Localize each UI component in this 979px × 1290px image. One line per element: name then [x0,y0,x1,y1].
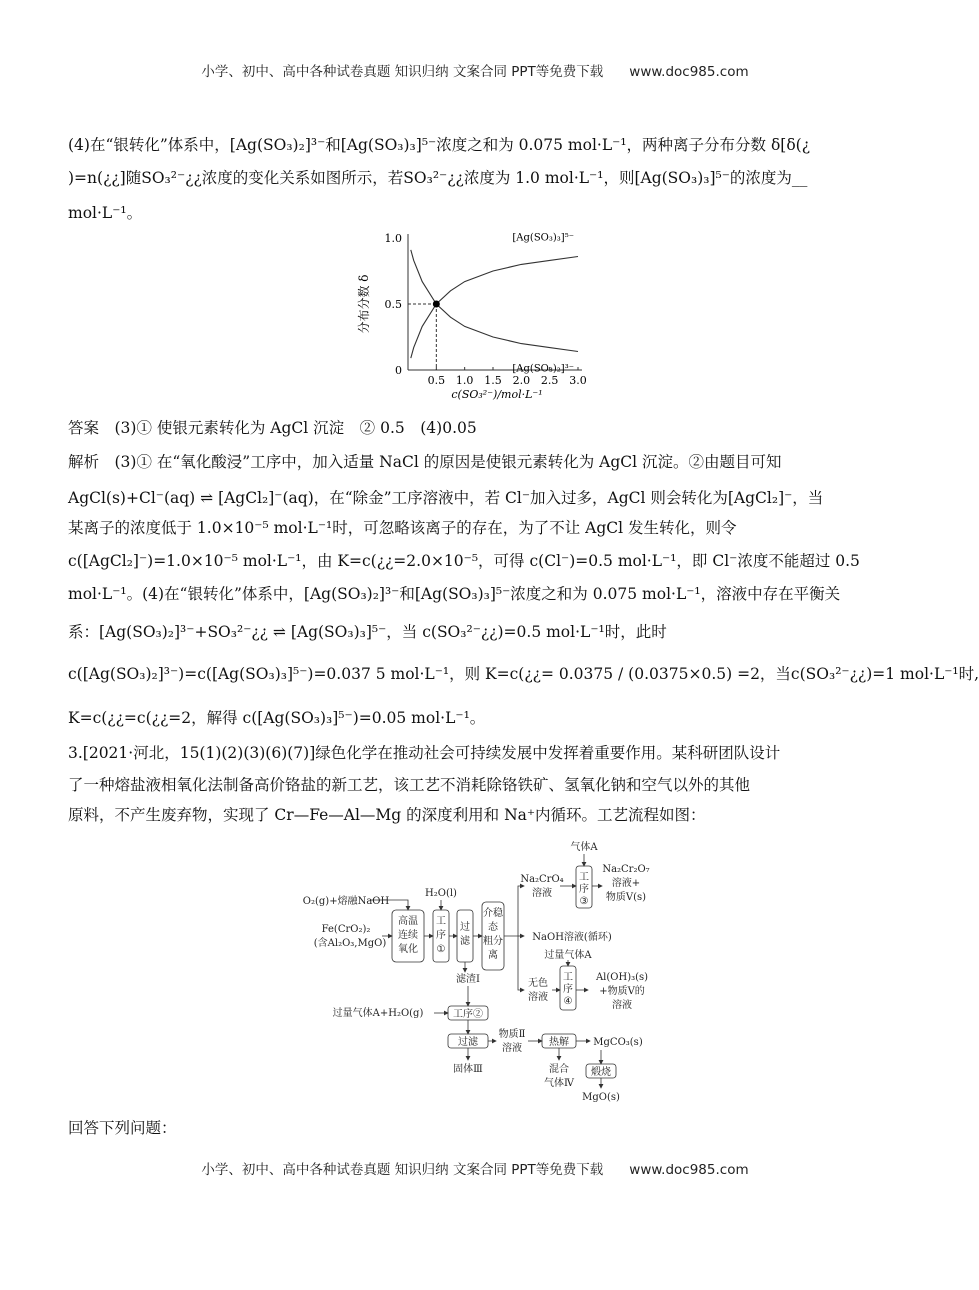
x-tick-label: 1.5 [484,374,502,387]
naoh-recycle-label: NaOH溶液(循环) [532,932,612,943]
distribution-chart [350,228,610,408]
text-line: c([Ag(SO₃)₂]³⁻)=c([Ag(SO₃)₃]⁵⁻)=0.037 5 mol·L⁻¹，则 K=c(¿¿= 0.0375 / (0.0375×0.5) =2，当c(SO₃²⁻¿¿)=1 mol·L⁻¹时, [68,665,979,683]
step4-text: ④ [563,996,573,1007]
separate-text: 介稳 [483,908,503,919]
series-label-0: [Ag(SO₃)₃]⁵⁻ [512,232,574,244]
input-fecro2: Fe(CrO₂)₂ [321,924,371,935]
product3-label: Na₂Cr₂O₇ [602,864,650,875]
step3-text: 工 [579,872,589,883]
step1-text: 序 [436,930,446,941]
mgo-label: MgO(s) [582,1092,620,1103]
separate-text: 态 [488,922,498,933]
chart-svg [350,228,610,408]
calcine-text: 煅烧 [591,1067,611,1078]
step2-text: 工序② [453,1009,483,1020]
gas4-label: 气体Ⅳ [544,1078,574,1089]
footer-site[interactable]: www.doc985.com [629,1162,749,1178]
substance2-label: 溶液 [502,1043,522,1054]
mgco3-label: MgCO₃(s) [593,1037,643,1048]
product3-label: 物质Ⅴ(s) [605,892,647,903]
input-o2-naoh: O₂(g)+熔融NaOH [302,896,390,907]
oxidation-text: 氧化 [398,944,418,955]
substance2-label: 物质Ⅱ [498,1029,526,1040]
header-text: 小学、初中、高中各种试卷真题 知识归纳 文案合同 PPT等免费下载 [201,64,604,80]
step1-text: 工 [436,916,446,927]
excess-gas-a-label: 过量气体A [544,950,592,961]
residue1-label: 滤渣Ⅰ [456,974,480,985]
y-tick-label: 0.5 [384,298,402,311]
text-line: K=c(¿¿=c(¿¿=2，解得 c([Ag(SO₃)₃]⁵⁻)=0.05 mol·L⁻¹。 [68,709,486,727]
x-tick-label: 2.0 [512,374,531,387]
x-tick-label: 1.0 [455,374,474,387]
text-line: 了一种熔盐液相氧化法制备高价铬盐的新工艺，该工艺不消耗除铬铁矿、氢氧化钠和空气以外的其他 [68,776,751,794]
x-tick-label: 3.0 [569,374,587,387]
text-line: 解析 (3)① 在“氧化酸浸”工序中，加入适量 NaCl 的原因是使银元素转化为 AgCl 沉淀。②由题目可知 [68,453,782,471]
filter2-text: 过滤 [458,1037,478,1048]
product4-label: +物质Ⅴ的 [599,986,645,997]
y-axis-label: 分布分数 δ [357,274,371,334]
flowchart-svg [302,838,690,1108]
answer-line: 答案 (3)① 使银元素转化为 AgCl 沉淀 ② 0.5 (4)0.05 [68,419,477,437]
separate-text: 粗分 [483,936,503,947]
input-al2o3-mgo: (含Al₂O₃,MgO) [313,938,387,949]
filter1-text: 滤 [460,936,470,947]
x-axis-label: c(SO₃²⁻)/mol·L⁻¹ [451,388,543,401]
product3-label: 溶液+ [611,878,641,889]
filter1-text: 过 [460,922,470,933]
na2cro4-label: 溶液 [532,888,552,899]
na2cro4-label: Na₂CrO₄ [520,874,564,885]
step4-text: 序 [563,984,573,995]
y-tick-label: 0 [395,364,402,377]
text-line: 某离子的浓度低于 1.0×10⁻⁵ mol·L⁻¹时，可忽略该离子的存在，为了不让 AgCl 发生转化，则令 [68,519,737,537]
step3-text: ③ [579,896,589,907]
text-line: (4)在“银转化”体系中，[Ag(SO₃)₂]³⁻和[Ag(SO₃)₃]⁵⁻浓度之和为 0.075 mol·L⁻¹，两种离子分布分数 δ[δ(¿ [68,136,811,154]
process-flowchart [302,838,690,1108]
colorless-label: 无色 [528,978,548,989]
pyrolysis-text: 热解 [549,1037,569,1048]
oxidation-text: 高温 [398,916,418,927]
solid3-label: 固体Ⅲ [453,1064,483,1075]
x-tick-label: 0.5 [427,374,446,387]
text-line: )=n(¿¿]随SO₃²⁻¿¿浓度的变化关系如图所示，若SO₃²⁻¿¿浓度为 1.0 mol·L⁻¹，则[Ag(SO₃)₃]⁵⁻的浓度为__ [68,169,808,187]
text-line: c([AgCl₂]⁻)=1.0×10⁻⁵ mol·L⁻¹，由 K=c(¿¿=2.0×10⁻⁵，可得 c(Cl⁻)=0.5 mol·L⁻¹，即 Cl⁻浓度不能超过 0.5 [68,552,860,570]
x-tick-label: 2.5 [540,374,559,387]
series-label-1: [Ag(SO₃)₂]³⁻ [512,363,574,375]
text-line: 系：[Ag(SO₃)₂]³⁻+SO₃²⁻¿¿ ⇌ [Ag(SO₃)₃]⁵⁻，当 c(SO₃²⁻¿¿)=0.5 mol·L⁻¹时，此时 [68,623,667,641]
y-tick-label: 1.0 [384,232,402,245]
colorless-label: 溶液 [528,992,548,1003]
separate-text: 离 [488,950,498,961]
step1-text: ① [436,944,446,955]
page-header [0,60,950,80]
oxidation-text: 连续 [398,930,418,941]
gas4-label: 混合 [549,1064,569,1075]
header-site[interactable]: www.doc985.com [629,64,749,80]
gas-a-label: 气体A [570,842,598,853]
question-line: 3.[2021·河北，15(1)(2)(3)(6)(7)]绿色化学在推动社会可持续发展中发挥着重要作用。某科研团队设计 [68,744,781,762]
text-line: 原料，不产生废弃物，实现了 Cr—Fe—Al—Mg 的深度利用和 Na⁺内循环。工艺流程如图： [68,806,706,824]
step3-text: 序 [579,884,589,895]
text-line: AgCl(s)+Cl⁻(aq) ⇌ [AgCl₂]⁻(aq)，在“除金”工序溶液中，若 Cl⁻加入过多，AgCl 则会转化为[AgCl₂]⁻，当 [68,489,824,507]
input-step2-label: 过量气体A+H₂O(g) [332,1008,424,1019]
text-line: mol·L⁻¹。(4)在“银转化”体系中，[Ag(SO₃)₂]³⁻和[Ag(SO₃)₃]⁵⁻浓度之和为 0.075 mol·L⁻¹，溶液中存在平衡关 [68,585,841,603]
product4-label: Al(OH)₃(s) [595,972,649,983]
text-line: 回答下列问题： [68,1119,177,1137]
page-footer [0,1158,950,1178]
intersection-point [433,301,440,308]
text-line: mol·L⁻¹。 [68,204,143,222]
step4-text: 工 [563,972,573,983]
product4-label: 溶液 [612,1000,632,1011]
footer-text: 小学、初中、高中各种试卷真题 知识归纳 文案合同 PPT等免费下载 [201,1162,604,1178]
input-water: H₂O(l) [425,888,457,899]
